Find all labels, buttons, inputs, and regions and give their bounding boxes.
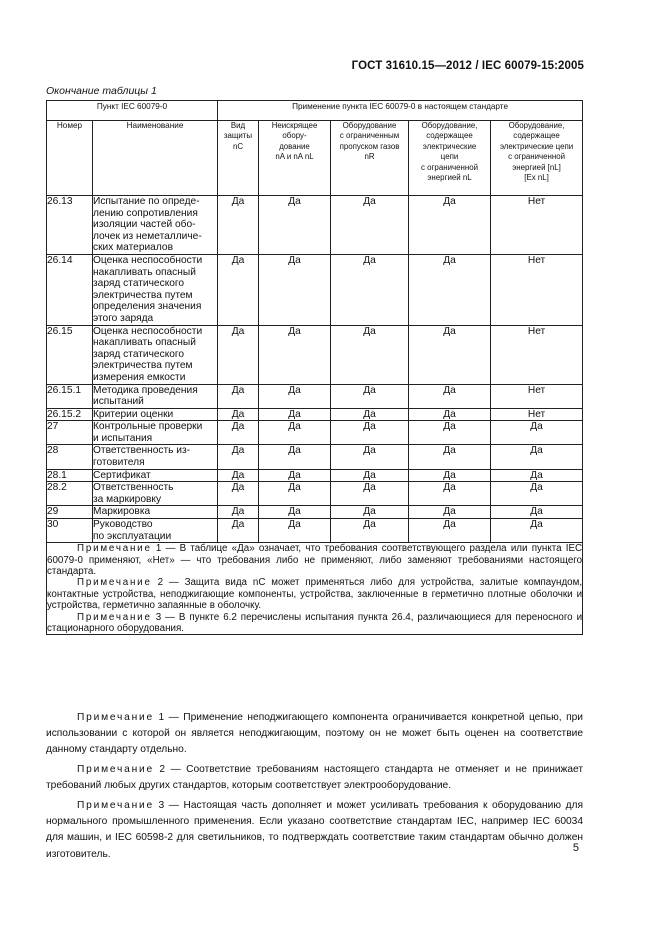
clause-name (93, 482, 218, 506)
clause-name (93, 325, 218, 384)
value-nc: Да (218, 469, 259, 482)
value-na: Да (259, 421, 331, 445)
column-header-na (259, 121, 331, 196)
header-line: nR (364, 152, 375, 162)
column-header-ex-nl (491, 121, 583, 196)
table-row (47, 421, 583, 445)
value-nr: Да (331, 482, 409, 506)
value-nc: Да (218, 254, 259, 325)
name-line: испытаний (93, 396, 144, 408)
name-line: Оценка неспособности (93, 325, 203, 337)
note-text: 3 — В пункте 6.2 перечислены испытания пункта 26.4, различающиеся для переносного и стационарного оборудования. (47, 611, 583, 635)
header-line: содержащее (513, 131, 560, 141)
table-row (47, 482, 583, 506)
header-line: электрические цепи (499, 141, 574, 151)
note-text: 1 — В таблице «Да» означает, что требования соответствующего раздела или пункта IEC 60079-0 применяют, «Нет» — что требования либо не применяют, либо заменяют требованиями настоящего стандарта. (47, 543, 583, 578)
value-ex-nl: Да (491, 445, 583, 469)
clause-number: 29 (47, 506, 93, 519)
clause-name (93, 254, 218, 325)
value-na: Да (259, 408, 331, 421)
name-line: измерения емкости (93, 371, 186, 383)
name-line: ских материалов (93, 242, 173, 254)
value-nl: Да (409, 469, 491, 482)
note-label: Примечание (77, 543, 152, 555)
value-nc: Да (218, 506, 259, 519)
table-row (47, 506, 583, 519)
table-notes-row (47, 543, 583, 635)
clause-number: 26.15.2 (47, 408, 93, 421)
table-row (47, 469, 583, 482)
name-line: накапливать опасный (93, 266, 196, 278)
value-nc: Да (218, 196, 259, 255)
header-line: Оборудование, (508, 121, 565, 130)
value-na: Да (259, 254, 331, 325)
name-line: изоляции частей обо- (93, 219, 196, 231)
header-line: Оборудование, (421, 121, 478, 130)
clause-name (93, 196, 218, 255)
value-ex-nl: Да (491, 421, 583, 445)
table-row (47, 408, 583, 421)
header-line: пропуском газов (339, 141, 400, 151)
header-line: с ограниченным (339, 131, 400, 141)
clause-number: 26.13 (47, 196, 93, 255)
header-line: энергией nL (427, 173, 472, 183)
name-line: и испытания (93, 432, 153, 444)
value-nl: Да (409, 506, 491, 519)
value-nr: Да (331, 196, 409, 255)
value-nc: Да (218, 445, 259, 469)
value-ex-nl: Нет (491, 254, 583, 325)
clause-number: 26.15 (47, 325, 93, 384)
name-line: готовителя (93, 457, 145, 469)
name-line: Ответственность (93, 482, 174, 494)
table-row (47, 196, 583, 255)
name-line: лочек из неметалличе- (93, 230, 202, 242)
clause-application-table (46, 100, 583, 635)
clause-number: 28.2 (47, 482, 93, 506)
note-label: Примечание (77, 611, 152, 623)
table-row (47, 445, 583, 469)
value-nl: Да (409, 196, 491, 255)
note-text: 2 — Соответствие требованиям настоящего стандарта не отменяет и не принижает требований любых других стандартов, которым соответствует электрооборудование. (46, 764, 583, 792)
name-line: электричества путем (93, 289, 193, 301)
value-nr: Да (331, 254, 409, 325)
value-na: Да (259, 482, 331, 506)
header-line: с ограниченной (508, 152, 566, 162)
table-note (47, 612, 582, 635)
clause-number: 28 (47, 445, 93, 469)
column-header-name: Наименование (93, 121, 218, 196)
name-line: заряд статического (93, 348, 185, 360)
value-na: Да (259, 445, 331, 469)
value-nl: Да (409, 325, 491, 384)
name-line: Сертификат (93, 469, 151, 481)
clause-name (93, 421, 218, 445)
body-note (46, 710, 583, 759)
note-label: Примечание (77, 712, 154, 723)
value-na: Да (259, 506, 331, 519)
clause-name (93, 469, 218, 482)
header-line: nA и nA nL (275, 152, 314, 162)
value-ex-nl: Да (491, 482, 583, 506)
value-nl: Да (409, 482, 491, 506)
clause-name (93, 384, 218, 408)
header-line: с ограниченной (421, 162, 478, 172)
value-na: Да (259, 325, 331, 384)
column-header-nr (331, 121, 409, 196)
name-line: лению сопротивления (93, 207, 198, 219)
value-ex-nl: Нет (491, 384, 583, 408)
value-ex-nl: Нет (491, 196, 583, 255)
name-line: Контрольные проверки (93, 421, 203, 433)
standard-designation: ГОСТ 31610.15—2012 / IEC 60079-15:2005 (351, 60, 584, 72)
body-note (46, 798, 583, 863)
value-nr: Да (331, 384, 409, 408)
value-ex-nl: Нет (491, 408, 583, 421)
name-line: Маркировка (93, 506, 151, 518)
value-nc: Да (218, 482, 259, 506)
name-line: за маркировку (93, 493, 162, 505)
value-nc: Да (218, 519, 259, 543)
header-line: Неискрящее (271, 121, 318, 130)
value-na: Да (259, 519, 331, 543)
clause-number: 27 (47, 421, 93, 445)
value-na: Да (259, 196, 331, 255)
clause-number: 26.15.1 (47, 384, 93, 408)
table-row (47, 254, 583, 325)
name-line: Оценка неспособности (93, 254, 203, 266)
name-line: Испытание по опреде- (93, 196, 200, 207)
value-nc: Да (218, 408, 259, 421)
value-nl: Да (409, 421, 491, 445)
note-label: Примечание (77, 800, 154, 811)
value-nc: Да (218, 421, 259, 445)
name-line: Критерии оценки (93, 408, 174, 420)
name-line: Ответственность из- (93, 445, 191, 457)
value-na: Да (259, 469, 331, 482)
value-nl: Да (409, 408, 491, 421)
value-nr: Да (331, 421, 409, 445)
value-nl: Да (409, 384, 491, 408)
clause-number: 26.14 (47, 254, 93, 325)
name-line: Руководство (93, 519, 153, 531)
value-ex-nl: Да (491, 469, 583, 482)
header-line: энергией [nL] (512, 162, 561, 172)
table-notes (47, 543, 583, 635)
body-note (46, 762, 583, 794)
note-text: 1 — Применение неподжигающего компонента ограничивается конкретной цепью, при использовании с которой он является неподжигающим, поэтому он не может быть оценен на соответствие данному стандарту отдельно. (46, 712, 583, 756)
value-nc: Да (218, 325, 259, 384)
value-nr: Да (331, 408, 409, 421)
header-line: электрические (422, 141, 477, 151)
table-row (47, 519, 583, 543)
value-nl: Да (409, 254, 491, 325)
value-nr: Да (331, 519, 409, 543)
name-line: по эксплуатации (93, 530, 172, 542)
note-text: 3 — Настоящая часть дополняет и может усиливать требования к оборудованию для нормального промышленного применения. Если указано соответствие стандартам IEC, например IEC 60034 для машин, и IEC 60598-2 для светильников, то подтверждать соответствие таким стандартам обычно должен изготовитель. (46, 800, 583, 860)
value-nr: Да (331, 325, 409, 384)
header-line: содержащее (426, 131, 473, 141)
table-row (47, 384, 583, 408)
clause-name (93, 506, 218, 519)
value-na: Да (259, 384, 331, 408)
value-nr: Да (331, 469, 409, 482)
value-nr: Да (331, 506, 409, 519)
header-line: дование (279, 141, 310, 151)
header-line: цепи (440, 152, 459, 162)
column-header-nc (218, 121, 259, 196)
name-line: электричества путем (93, 360, 193, 372)
header-line: обору- (282, 131, 307, 141)
value-ex-nl: Да (491, 519, 583, 543)
header-line: Оборудование (342, 121, 397, 130)
name-line: заряд статического (93, 278, 185, 290)
clause-name (93, 408, 218, 421)
table-row (47, 325, 583, 384)
value-nl: Да (409, 445, 491, 469)
value-nr: Да (331, 445, 409, 469)
table-continuation-label: Окончание таблицы 1 (46, 85, 157, 97)
value-nc: Да (218, 384, 259, 408)
note-label: Примечание (77, 764, 154, 775)
page-number: 5 (572, 842, 579, 854)
value-ex-nl: Нет (491, 325, 583, 384)
group-header-iec-clause: Пункт IEC 60079-0 (47, 101, 218, 121)
name-line: накапливать опасный (93, 337, 196, 349)
value-nl: Да (409, 519, 491, 543)
column-header-nl (409, 121, 491, 196)
name-line: Методика проведения (93, 384, 198, 396)
clause-number: 28.1 (47, 469, 93, 482)
header-line: Вид (230, 121, 246, 130)
clause-name (93, 445, 218, 469)
header-line: защиты (223, 131, 253, 141)
table-note (47, 577, 582, 611)
value-ex-nl: Да (491, 506, 583, 519)
note-text: 2 — Защита вида nC может применяться либо для устройства, залитые компаундом, контактные устройства, неподжигающие компоненты, устройства, заключенные в герметично плотные оболочки и устройства, герметично запаянные в оболочку. (47, 577, 583, 612)
header-line: nC (232, 141, 244, 151)
group-header-application: Применение пункта IEC 60079-0 в настоящем стандарте (218, 101, 583, 121)
clause-name (93, 519, 218, 543)
header-line: [Ex nL] (524, 173, 549, 183)
clause-number: 30 (47, 519, 93, 543)
name-line: определения значения (93, 301, 202, 313)
name-line: этого заряда (93, 312, 154, 324)
table-note (47, 543, 582, 577)
column-header-number: Номер (47, 121, 93, 196)
note-label: Примечание (77, 577, 152, 589)
